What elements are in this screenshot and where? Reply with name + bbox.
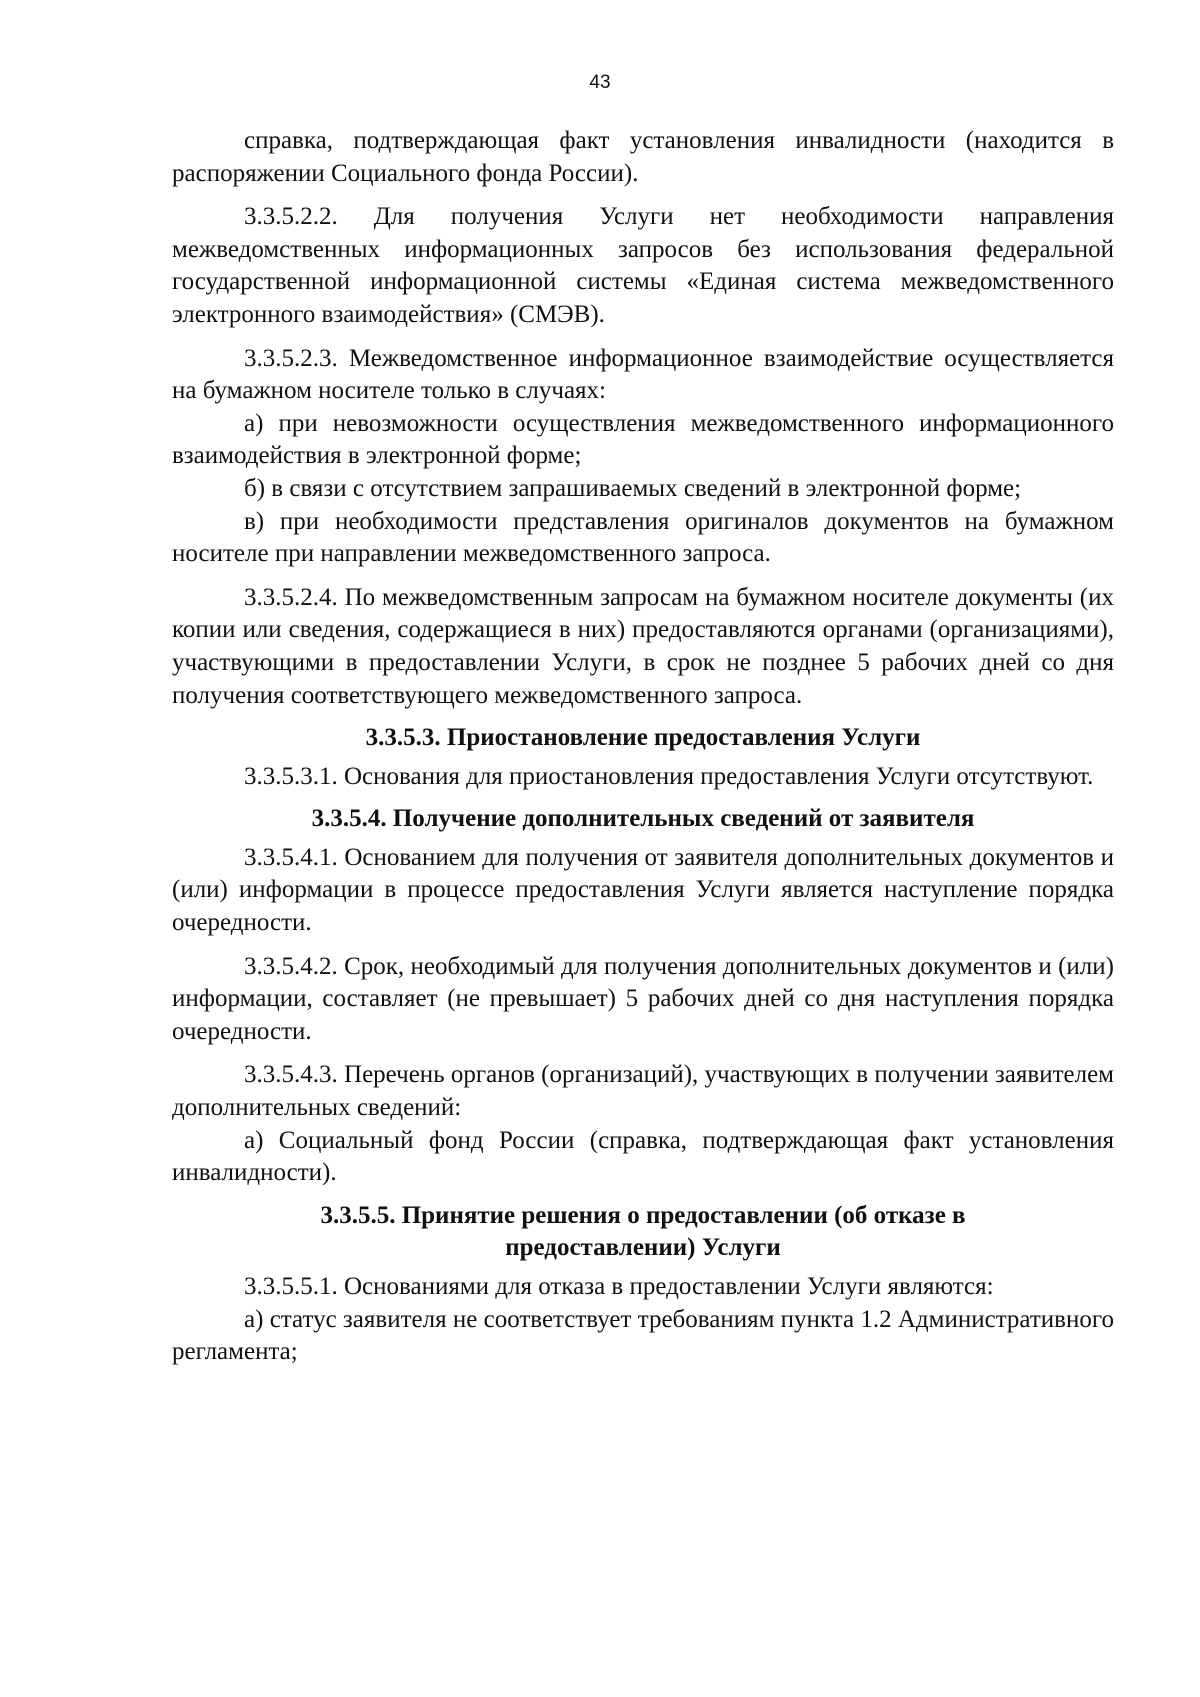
paragraph-3-3-5-5-1: 3.3.5.5.1. Основаниями для отказа в предоставлении Услуги являются: [244,1273,994,1300]
section-heading-3-3-5-3: 3.3.5.3. Приостановление предоставления Услуги [365,724,921,752]
document-body [172,125,1114,1369]
section-heading-3-3-5-5: 3.3.5.5. Принятие решения о предоставлении (об отказе в предоставлении) Услуги [320,1201,966,1262]
list-item-b: б) в связи с отсутствием запрашиваемых сведений в электронной форме; [244,474,1022,502]
list-item-a-status: а) статус заявителя не соответствует требованиям пункта 1.2 Административного регламента; [172,1305,1114,1366]
paragraph-3-3-5-2-3: 3.3.5.2.3. Межведомственное информационное взаимодействие осуществляется на бумажном носителе только в случаях: [172,344,1114,405]
list-item-v: в) при необходимости представления оригиналов документов на бумажном носителе при направлении межведомственного запроса. [172,507,1114,568]
paragraph-3-3-5-4-3: 3.3.5.4.3. Перечень органов (организаций), участвующих в получении заявителем дополнительных сведений: [172,1061,1114,1122]
section-heading-3-3-5-4: 3.3.5.4. Получение дополнительных сведений от заявителя [311,805,975,833]
paragraph-3-3-5-2-4: 3.3.5.2.4. По межведомственным запросам на бумажном носителе документы (их копии или сведения, содержащиеся в них) предоставляются органами (организациями), участвующими в предоставлении Услуги, в срок не позднее 5 рабочих дней со дня получения соответствующего межведомственного запроса. [172,583,1114,709]
paragraph-3-3-5-4-2: 3.3.5.4.2. Срок, необходимый для получения дополнительных документов и (или) информации, составляет (не превышает) 5 рабочих дней со дня наступления порядка очередности. [172,952,1114,1045]
list-item-a-fund: а) Социальный фонд России (справка, подтверждающая факт установления инвалидности). [172,1126,1114,1187]
paragraph-3-3-5-3-1: 3.3.5.3.1. Основания для приостановления предоставления Услуги отсутствуют. [244,762,1094,790]
list-item-a: а) при невозможности осуществления межведомственного информационного взаимодействия в электронной форме; [172,409,1114,470]
paragraph-continuation: справка, подтверждающая факт установления инвалидности (находится в распоряжении Социального фонда России). [172,127,1114,187]
paragraph-3-3-5-2-2: 3.3.5.2.2. Для получения Услуги нет необходимости направления межведомственных информационных запросов без использования федеральной государственной информационной системы «Единая система межведомственного электронного взаимодействия» (СМЭВ). [172,203,1114,328]
paragraph-3-3-5-4-1: 3.3.5.4.1. Основанием для получения от заявителя дополнительных документов и (или) информации в процессе предоставления Услуги является наступление порядка очередности. [172,843,1114,937]
page-number: 43 [589,72,611,93]
